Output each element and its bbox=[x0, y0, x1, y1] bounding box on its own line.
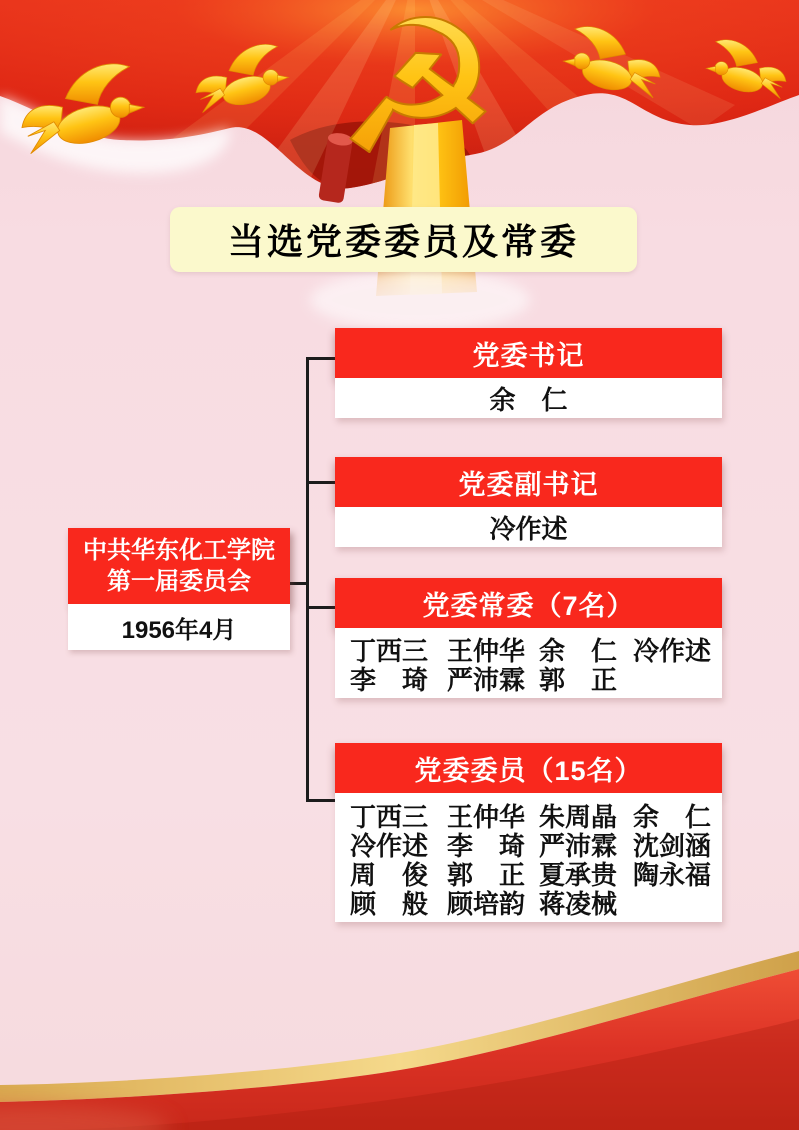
names-row bbox=[335, 630, 722, 694]
branch-body-committee-members bbox=[335, 793, 722, 922]
connector-root bbox=[288, 582, 308, 585]
bottom-wave bbox=[0, 895, 799, 1130]
branch-body-secretary bbox=[335, 378, 722, 418]
member-name: 余 仁 bbox=[633, 802, 712, 832]
member-name: 严沛霖 bbox=[447, 665, 526, 695]
flag-banner bbox=[0, 0, 799, 340]
member-name: 冷作述 bbox=[350, 831, 429, 861]
member-name: 王仲华 bbox=[447, 636, 526, 666]
branch-header-secretary: 党委书记 bbox=[335, 328, 722, 378]
root-date-box bbox=[68, 604, 290, 650]
member-name: 沈剑涵 bbox=[633, 831, 712, 861]
member-name: 顾 般 bbox=[350, 889, 429, 919]
member-name: 丁西三 bbox=[350, 636, 429, 666]
root-title-line1: 中共华东化工学院 bbox=[83, 537, 275, 564]
branch-body-standing-committee bbox=[335, 628, 722, 698]
branch-header-standing-committee: 党委常委（7名） bbox=[335, 578, 722, 628]
connector-branch-1 bbox=[306, 357, 335, 360]
party-emblem-icon bbox=[310, 0, 530, 330]
member-name: 严沛霖 bbox=[539, 831, 618, 861]
connector-branch-3 bbox=[306, 606, 335, 609]
root-title-line2: 第一届委员会 bbox=[107, 568, 251, 595]
page-title: 当选党委委员及常委 bbox=[170, 207, 637, 272]
member-name: 蒋凌械 bbox=[539, 889, 618, 919]
connector-branch-2 bbox=[306, 481, 335, 484]
member-name: 陶永福 bbox=[633, 860, 712, 890]
member-name: 余 仁 bbox=[539, 636, 618, 666]
member-name: 丁西三 bbox=[350, 802, 429, 832]
member-name: 王仲华 bbox=[447, 802, 526, 832]
member-name: 李 琦 bbox=[350, 665, 429, 695]
connector-branch-4 bbox=[306, 799, 335, 802]
hammer-sickle-glyph: ☭ bbox=[335, 0, 501, 196]
member-name: 顾培韵 bbox=[447, 889, 526, 919]
member-name: 郭 正 bbox=[539, 665, 618, 695]
member-name: 夏承贵 bbox=[539, 860, 618, 890]
member-name: 冷作述 bbox=[633, 636, 712, 666]
root-committee-box bbox=[68, 528, 290, 604]
member-name: 朱周晶 bbox=[539, 802, 618, 832]
branch-header-deputy-secretary: 党委副书记 bbox=[335, 457, 722, 507]
member-name: 李 琦 bbox=[447, 831, 526, 861]
connector-vertical-line bbox=[306, 357, 309, 802]
names-row bbox=[335, 796, 722, 918]
member-name: 周 俊 bbox=[350, 860, 429, 890]
member-name: 余 仁 bbox=[489, 384, 568, 415]
member-name: 郭 正 bbox=[447, 860, 526, 890]
branch-header-committee-members: 党委委员（15名） bbox=[335, 743, 722, 793]
branch-body-deputy-secretary bbox=[335, 507, 722, 547]
member-name: 冷作述 bbox=[489, 513, 568, 544]
root-date: 1956年4月 bbox=[121, 616, 237, 644]
